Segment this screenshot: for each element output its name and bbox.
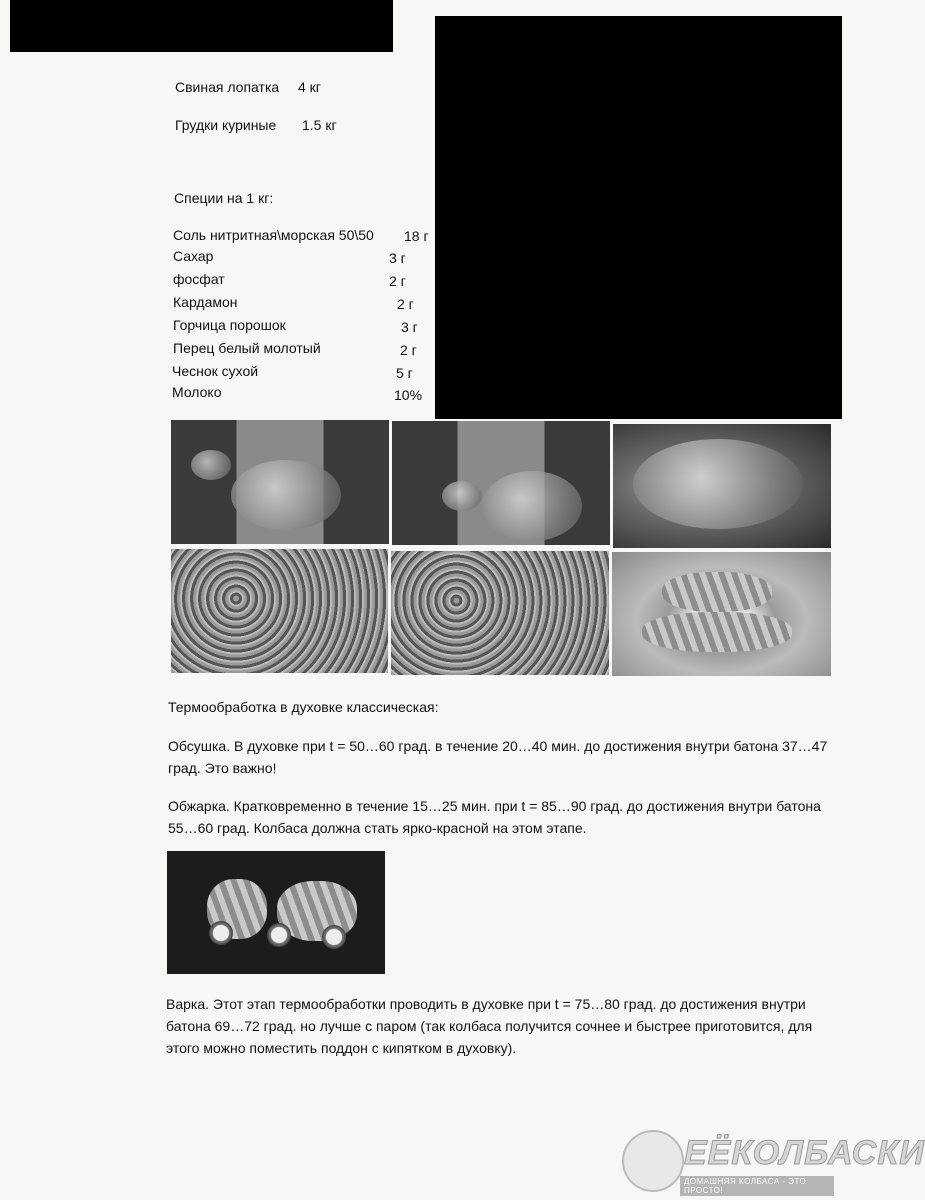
spice-qty: 2 г [397, 296, 414, 312]
photo-meat-in-container [613, 424, 831, 548]
spice-name: Сахар [173, 248, 214, 264]
ingredient-qty: 4 кг [298, 79, 321, 95]
spice-qty: 2 г [389, 273, 406, 289]
ingredient-name: Грудки куриные [175, 117, 277, 133]
spice-qty: 2 г [400, 342, 417, 358]
ingredient-name: Свиная лопатка [175, 79, 280, 95]
spice-name: Кардамон [173, 294, 238, 310]
redaction-block-top-left [10, 0, 393, 52]
spice-qty: 10% [394, 387, 423, 403]
photo-meat-chunks-on-board [171, 420, 389, 544]
watermark-tagline: ДОМАШНЯЯ КОЛБАСА - ЭТО ПРОСТО! [680, 1176, 834, 1196]
spice-name: Соль нитритная\морская 50\50 [173, 227, 374, 243]
ingredient-qty: 1.5 кг [302, 117, 337, 133]
spice-qty: 5 г [396, 365, 413, 381]
spice-name: Чеснок сухой [172, 363, 259, 379]
photo-sausages-in-oven [167, 851, 385, 974]
spice-qty: 18 г [404, 228, 429, 244]
photo-meat-chunks-cutting [392, 421, 610, 545]
section-heading: Термообработка в духовке классическая: [168, 699, 439, 715]
spices-heading: Специи на 1 кг: [174, 190, 274, 206]
spice-qty: 3 г [401, 319, 418, 335]
step-drying: Обсушка. В духовке при t = 50…60 град. в течение 20…40 мин. до достижения внутри батона 37…47 град. Это важно! [168, 738, 828, 776]
spice-name: фосфат [173, 271, 225, 287]
chef-emblem-icon [622, 1130, 684, 1192]
spice-name: Молоко [172, 384, 222, 400]
photo-mixed-forcemeat [391, 551, 609, 675]
watermark-title: ЕЁКОЛБАСКИ [684, 1134, 925, 1172]
step-roasting: Обжарка. Кратковременно в течение 15…25 мин. при t = 85…90 град. до достижения внутри батона 55…60 град. Колбаса должна стать ярко-красной на этом этапе. [168, 798, 821, 836]
redaction-block-top-right [435, 16, 842, 419]
spice-name: Горчица порошок [173, 317, 286, 333]
spice-qty: 3 г [389, 250, 406, 266]
photo-minced-meat [171, 549, 388, 673]
photo-tied-sausage-ring [612, 552, 831, 676]
spice-name: Перец белый молотый [173, 340, 321, 356]
step-cooking: Варка. Этот этап термообработки проводить в духовке при t = 75…80 град. до достижения внутри батона 69…72 град. но лучше с паром (так колбаса получится сочнее и быстрее приготовится, для этого можно поместить поддон с кипятком в духовку). [166, 996, 813, 1056]
watermark-logo [622, 1130, 925, 1195]
